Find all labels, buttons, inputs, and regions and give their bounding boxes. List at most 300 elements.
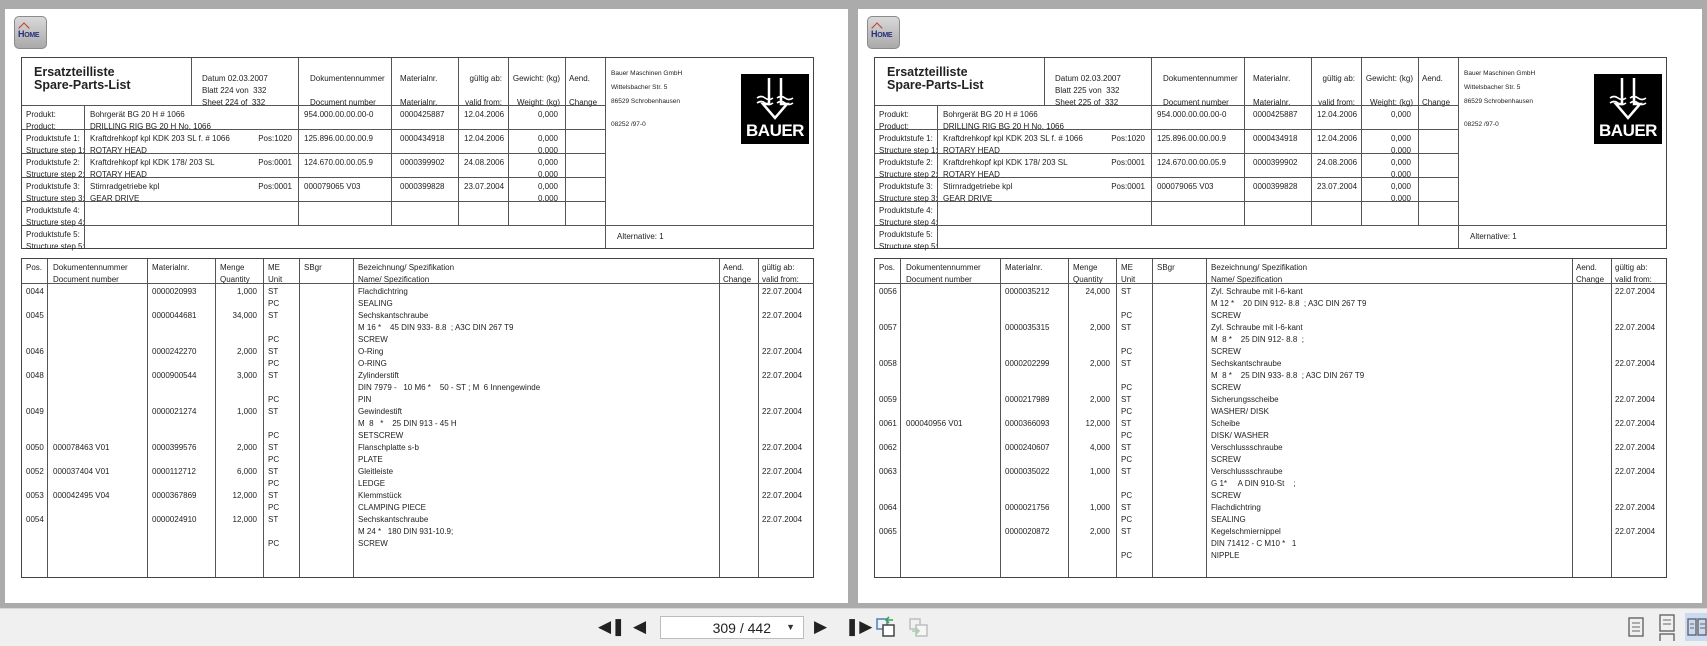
header-mat-label-en: Materialnr. — [1253, 98, 1291, 107]
item-valid-from: 22.07.2004 — [762, 467, 803, 476]
column-header-name-de: Bezeichnung/ Spezifikation — [1211, 263, 1308, 272]
structure-description-en: DRILLING RIG BG 20 H No. 1066 — [943, 122, 1064, 131]
header-change-label-de: Aend. — [1422, 74, 1443, 83]
structure-description-en: ROTARY HEAD — [943, 170, 1000, 179]
header-valid-label-de: gültig ab: — [1322, 74, 1355, 83]
item-description: DIN 71412 - C M10 * 1 — [1211, 539, 1297, 548]
item-description: DISK/ WASHER — [1211, 431, 1269, 440]
company-city: 86529 Schrobenhausen — [1464, 98, 1534, 105]
structure-weight: 0,000 — [537, 170, 558, 179]
previous-page-button[interactable] — [633, 617, 646, 637]
item-position: 0056 — [879, 287, 897, 296]
item-description: Gleitleiste — [358, 467, 394, 476]
structure-description-en: ROTARY HEAD — [90, 170, 147, 179]
item-valid-from: 22.07.2004 — [1615, 419, 1656, 428]
structure-weight: 0,000 — [1390, 110, 1411, 119]
item-document-number: 000040956 V01 — [906, 419, 963, 428]
item-position: 0044 — [26, 287, 44, 296]
column-header-doc-de: Dokumentennummer — [906, 263, 981, 272]
header-weight-label-en: Weight: (kg) — [1370, 98, 1413, 107]
two-page-view-button[interactable] — [1685, 613, 1707, 641]
item-description: M 12 * 20 DIN 912- 8.8 ; A3C DIN 267 T9 — [1211, 299, 1367, 308]
item-quantity: 1,000 — [1089, 467, 1110, 476]
structure-material-number: 0000399828 — [1253, 182, 1298, 191]
structure-description-de: Kraftdrehkopf kpl KDK 178/ 203 SL — [943, 158, 1068, 167]
item-description: Sicherungsscheibe — [1211, 395, 1279, 404]
column-header-unit-de: ME — [268, 263, 280, 272]
home-button[interactable] — [867, 16, 900, 49]
header-block — [21, 57, 814, 249]
item-description: Gewindestift — [358, 407, 403, 416]
structure-label-de: Produktstufe 1: — [879, 134, 933, 143]
item-description: Sechskantschraube — [1211, 359, 1282, 368]
item-unit: PC — [268, 539, 280, 548]
item-quantity: 1,000 — [236, 287, 257, 296]
item-position: 0054 — [26, 515, 44, 524]
item-unit: ST — [268, 287, 279, 296]
home-label-rest: OME — [24, 32, 40, 39]
item-description: O-RING — [358, 359, 387, 368]
item-material-number: 0000035315 — [1005, 323, 1050, 332]
sheet-number-en: Sheet 224 of 332 — [202, 98, 266, 107]
column-header-valid-en: valid from: — [1615, 275, 1652, 284]
column-header-qty-en: Quantity — [1073, 275, 1103, 284]
item-description: SCREW — [1211, 455, 1241, 464]
company-city: 86529 Schrobenhausen — [611, 98, 681, 105]
item-valid-from: 22.07.2004 — [1615, 503, 1656, 512]
structure-description-de: Bohrgerät BG 20 H # 1066 — [90, 110, 185, 119]
item-position: 0052 — [26, 467, 44, 476]
item-position: 0045 — [26, 311, 44, 320]
column-header-qty-en: Quantity — [220, 275, 250, 284]
structure-description-en: ROTARY HEAD — [90, 146, 147, 155]
item-unit: PC — [268, 431, 280, 440]
structure-weight: 0,000 — [1390, 158, 1411, 167]
previous-view-button[interactable] — [876, 616, 896, 638]
item-quantity: 12,000 — [1085, 419, 1110, 428]
header-change-label-en: Change — [1422, 98, 1451, 107]
item-quantity: 2,000 — [1089, 323, 1110, 332]
divider — [1044, 58, 1045, 105]
structure-weight: 0,000 — [1390, 170, 1411, 179]
structure-label-en: Structure step 3: — [879, 194, 938, 203]
item-unit: PC — [1121, 491, 1133, 500]
item-unit: ST — [268, 443, 279, 452]
item-unit: PC — [1121, 515, 1133, 524]
item-unit: ST — [1121, 395, 1132, 404]
item-description: Verschlussschraube — [1211, 443, 1283, 452]
item-description: SCREW — [1211, 311, 1241, 320]
item-description: M 24 * 180 DIN 931-10.9; — [358, 527, 454, 536]
item-description: CLAMPING PIECE — [358, 503, 427, 512]
item-description: DIN 7979 - 10 M6 * 50 - ST ; M 6 Innengewinde — [358, 383, 541, 392]
item-unit: ST — [268, 311, 279, 320]
structure-valid-from: 24.08.2006 — [464, 158, 505, 167]
logo-wordmark: BAUER — [746, 121, 804, 140]
first-page-icon: ◀❚ — [598, 617, 626, 636]
item-description: NIPPLE — [1211, 551, 1240, 560]
structure-valid-from: 23.07.2004 — [464, 182, 505, 191]
item-material-number: 0000112712 — [152, 467, 196, 476]
item-description: SETSCREW — [358, 431, 404, 440]
item-position: 0053 — [26, 491, 44, 500]
continuous-view-icon — [1654, 613, 1680, 641]
header-weight-label-de: Gewicht: (kg) — [1365, 74, 1413, 83]
divider — [875, 129, 1458, 130]
structure-document-number: 125.896.00.00.00.9 — [304, 134, 373, 143]
item-quantity: 12,000 — [232, 491, 257, 500]
item-unit: PC — [268, 395, 280, 404]
structure-position: Pos:1020 — [1111, 134, 1145, 143]
item-unit: PC — [1121, 407, 1133, 416]
item-quantity: 2,000 — [1089, 359, 1110, 368]
item-unit: PC — [268, 479, 280, 488]
item-material-number: 0000399576 — [152, 443, 197, 452]
header-valid-label-de: gültig ab: — [469, 74, 502, 83]
item-description: SCREW — [358, 335, 388, 344]
item-valid-from: 22.07.2004 — [762, 491, 803, 500]
sheet-number-de: Blatt 225 von 332 — [1055, 86, 1120, 95]
item-description: O-Ring — [358, 347, 384, 356]
column-header-change-de: Aend. — [723, 263, 744, 272]
column-header-valid-en: valid from: — [762, 275, 799, 284]
next-view-icon — [909, 616, 929, 638]
divider — [22, 105, 605, 106]
home-label-initial: H — [18, 29, 25, 39]
structure-weight: 0,000 — [1390, 134, 1411, 143]
divider — [458, 58, 459, 225]
item-description: G 1* A DIN 910-St ; — [1211, 479, 1296, 488]
divider — [1151, 58, 1152, 225]
single-page-view-button[interactable] — [1623, 613, 1649, 641]
previous-page-icon: ◀ — [633, 617, 647, 636]
column-header-pos: Pos. — [26, 263, 43, 272]
item-unit: PC — [268, 455, 280, 464]
header-doc-label-de: Dokumentennummer — [310, 74, 385, 83]
company-phone: 08252 /97-0 — [611, 121, 646, 128]
structure-label-de: Produktstufe 5: — [879, 230, 933, 239]
column-header-change-en: Change — [723, 275, 752, 284]
divider — [1458, 58, 1459, 248]
item-valid-from: 22.07.2004 — [1615, 395, 1656, 404]
continuous-view-button[interactable] — [1654, 613, 1680, 641]
header-doc-label-de: Dokumentennummer — [1163, 74, 1238, 83]
structure-label-en: Structure step 5: — [879, 242, 938, 251]
item-unit: PC — [268, 359, 280, 368]
item-description: Flanschplatte s-b — [358, 443, 419, 452]
two-page-view-icon — [1685, 613, 1707, 641]
column-header-change-en: Change — [1576, 275, 1605, 284]
divider — [875, 177, 1458, 178]
item-material-number: 0000366093 — [1005, 419, 1050, 428]
item-material-number: 0000035212 — [1005, 287, 1050, 296]
item-description: M 16 * 45 DIN 933- 8.8 ; A3C DIN 267 T9 — [358, 323, 514, 332]
column-header-unit-de: ME — [1121, 263, 1133, 272]
alternative-label: Alternative: 1 — [1470, 232, 1517, 241]
structure-description-en: ROTARY HEAD — [943, 146, 1000, 155]
item-position: 0061 — [879, 419, 897, 428]
item-valid-from: 22.07.2004 — [762, 347, 803, 356]
item-quantity: 12,000 — [232, 515, 257, 524]
item-position: 0064 — [879, 503, 897, 512]
divider — [875, 105, 1458, 106]
item-quantity: 2,000 — [1089, 527, 1110, 536]
structure-material-number: 0000434918 — [400, 134, 445, 143]
logo-arrow-icon — [1608, 78, 1648, 120]
structure-document-number: 000079065 V03 — [1157, 182, 1214, 191]
column-header-name-en: Name/ Spezification — [358, 275, 430, 284]
structure-weight: 0,000 — [1390, 146, 1411, 155]
item-valid-from: 22.07.2004 — [1615, 287, 1656, 296]
divider — [1244, 58, 1245, 225]
item-quantity: 2,000 — [1089, 395, 1110, 404]
structure-label-en: Structure step 4: — [26, 218, 85, 227]
divider — [22, 153, 605, 154]
structure-label-de: Produktstufe 3: — [26, 182, 80, 191]
divider — [565, 58, 566, 225]
structure-material-number: 0000399902 — [400, 158, 445, 167]
column-header-doc-en: Document number — [53, 275, 119, 284]
header-block — [874, 57, 1667, 249]
company-street: Wittelsbacher Str. 5 — [611, 84, 668, 91]
item-description: M 8 * 25 DIN 933- 8.8 ; A3C DIN 267 T9 — [1211, 371, 1365, 380]
header-doc-label-en: Document number — [310, 98, 376, 107]
table-row[interactable] — [875, 418, 1665, 442]
item-description: M 8 * 25 DIN 913 - 45 H — [358, 419, 457, 428]
structure-material-number: 0000399902 — [1253, 158, 1298, 167]
last-page-icon: ❚▶ — [845, 617, 873, 636]
item-description: Scheibe — [1211, 419, 1240, 428]
structure-valid-from: 12.04.2006 — [464, 110, 505, 119]
column-header-sbgr: SBgr — [1157, 263, 1175, 272]
column-header-material: Materialnr. — [152, 263, 190, 272]
item-position: 0046 — [26, 347, 44, 356]
item-unit: PC — [1121, 551, 1133, 560]
structure-material-number: 0000425887 — [400, 110, 445, 119]
column-header-change-de: Aend. — [1576, 263, 1597, 272]
page-number-input[interactable] — [660, 616, 804, 639]
single-page-view-icon — [1623, 613, 1649, 641]
structure-label-en: Structure step 1: — [879, 146, 938, 155]
item-unit: ST — [1121, 419, 1132, 428]
item-valid-from: 22.07.2004 — [1615, 359, 1656, 368]
column-header-sbgr: SBgr — [304, 263, 322, 272]
document-page — [858, 9, 1702, 603]
divider — [875, 201, 1458, 202]
divider — [22, 129, 605, 130]
last-page-button[interactable] — [845, 617, 872, 637]
company-name: Bauer Maschinen GmbH — [1464, 70, 1536, 77]
item-unit: PC — [268, 335, 280, 344]
item-position: 0059 — [879, 395, 897, 404]
item-description: Kegelschmiernippel — [1211, 527, 1281, 536]
divider — [1311, 58, 1312, 225]
item-description: Verschlussschraube — [1211, 467, 1283, 476]
item-document-number: 000037404 V01 — [53, 467, 110, 476]
structure-description-de: Kraftdrehkopf kpl KDK 203 SL f. # 1066 — [943, 134, 1083, 143]
divider — [605, 58, 606, 248]
structure-description-en: GEAR DRIVE — [90, 194, 140, 203]
item-valid-from: 22.07.2004 — [762, 311, 803, 320]
item-material-number: 0000217989 — [1005, 395, 1050, 404]
structure-valid-from: 12.04.2006 — [464, 134, 505, 143]
home-button[interactable] — [14, 16, 47, 49]
item-description: Sechskantschraube — [358, 311, 429, 320]
item-description: PIN — [358, 395, 372, 404]
company-street: Wittelsbacher Str. 5 — [1464, 84, 1521, 91]
column-header-qty-de: Menge — [1073, 263, 1098, 272]
home-label — [18, 29, 39, 39]
structure-document-number: 000079065 V03 — [304, 182, 361, 191]
divider — [22, 177, 605, 178]
item-quantity: 34,000 — [232, 311, 257, 320]
header-weight-label-en: Weight: (kg) — [517, 98, 560, 107]
structure-label-de: Produktstufe 4: — [879, 206, 933, 215]
page-indicator: 309 / 442 — [712, 620, 771, 636]
divider — [508, 58, 509, 225]
header-weight-label-de: Gewicht: (kg) — [512, 74, 560, 83]
item-material-number: 0000020993 — [152, 287, 197, 296]
next-view-button[interactable] — [909, 616, 929, 638]
divider — [875, 153, 1458, 154]
structure-label-de: Produktstufe 2: — [26, 158, 80, 167]
next-page-button[interactable] — [814, 617, 827, 637]
header-change-label-en: Change — [569, 98, 598, 107]
structure-document-number: 125.896.00.00.00.9 — [1157, 134, 1226, 143]
item-valid-from: 22.07.2004 — [762, 407, 803, 416]
header-change-label-de: Aend. — [569, 74, 590, 83]
item-description: Zylinderstift — [358, 371, 399, 380]
structure-description-de: Kraftdrehkopf kpl KDK 203 SL f. # 1066 — [90, 134, 230, 143]
divider — [391, 58, 392, 225]
structure-label-de: Produkt: — [26, 110, 56, 119]
item-valid-from: 22.07.2004 — [762, 287, 803, 296]
document-date: Datum 02.03.2007 — [1055, 74, 1121, 83]
structure-valid-from: 23.07.2004 — [1317, 182, 1358, 191]
document-date: Datum 02.03.2007 — [202, 74, 268, 83]
structure-weight: 0,000 — [1390, 194, 1411, 203]
header-mat-label-en: Materialnr. — [400, 98, 438, 107]
structure-weight: 0,000 — [537, 146, 558, 155]
header-mat-label-de: Materialnr. — [1253, 74, 1291, 83]
column-header-valid-de: gültig ab: — [1615, 263, 1648, 272]
item-valid-from: 22.07.2004 — [762, 515, 803, 524]
item-unit: ST — [268, 347, 279, 356]
column-header-name-de: Bezeichnung/ Spezifikation — [358, 263, 455, 272]
item-material-number: 0000367869 — [152, 491, 197, 500]
item-unit: ST — [1121, 467, 1132, 476]
item-quantity: 2,000 — [236, 347, 257, 356]
structure-label-en: Structure step 2: — [26, 170, 85, 179]
structure-material-number: 0000399828 — [400, 182, 445, 191]
item-position: 0063 — [879, 467, 897, 476]
item-description: Zyl. Schraube mit I-6-kant — [1211, 323, 1303, 332]
structure-document-number: 124.670.00.00.05.9 — [1157, 158, 1226, 167]
structure-description-en: DRILLING RIG BG 20 H No. 1066 — [90, 122, 211, 131]
column-header-pos: Pos. — [879, 263, 896, 272]
table-row[interactable] — [875, 502, 1665, 526]
logo-wordmark: BAUER — [1599, 121, 1657, 140]
chevron-down-icon[interactable]: ▼ — [786, 622, 795, 632]
item-unit: ST — [1121, 527, 1132, 536]
item-description: SCREW — [1211, 491, 1241, 500]
item-unit: ST — [268, 515, 279, 524]
column-header-unit-en: Unit — [268, 275, 283, 284]
item-description: SCREW — [1211, 347, 1241, 356]
document-title-de: Ersatzteilliste — [887, 65, 968, 79]
item-quantity: 3,000 — [236, 371, 257, 380]
item-quantity: 6,000 — [236, 467, 257, 476]
item-material-number: 0000024910 — [152, 515, 197, 524]
item-unit: PC — [1121, 311, 1133, 320]
structure-document-number: 124.670.00.00.05.9 — [304, 158, 373, 167]
column-header-qty-de: Menge — [220, 263, 245, 272]
item-description: Zyl. Schraube mit I-6-kant — [1211, 287, 1303, 296]
bauer-logo — [1594, 74, 1662, 144]
structure-valid-from: 12.04.2006 — [1317, 110, 1358, 119]
item-description: WASHER/ DISK — [1211, 407, 1269, 416]
item-quantity: 1,000 — [236, 407, 257, 416]
item-material-number: 0000242270 — [152, 347, 197, 356]
item-material-number: 0000021274 — [152, 407, 197, 416]
structure-label-en: Product: — [879, 122, 909, 131]
item-unit: PC — [268, 503, 280, 512]
item-description: SEALING — [358, 299, 393, 308]
structure-label-en: Structure step 5: — [26, 242, 85, 251]
structure-description-de: Bohrgerät BG 20 H # 1066 — [943, 110, 1038, 119]
item-document-number: 000042495 V04 — [53, 491, 110, 500]
item-position: 0062 — [879, 443, 897, 452]
item-unit: PC — [1121, 383, 1133, 392]
table-row[interactable] — [22, 466, 812, 490]
home-label-rest: OME — [877, 32, 893, 39]
column-header-valid-de: gültig ab: — [762, 263, 795, 272]
column-header-unit-en: Unit — [1121, 275, 1136, 284]
item-valid-from: 22.07.2004 — [1615, 467, 1656, 476]
structure-position: Pos:1020 — [258, 134, 292, 143]
table-row[interactable] — [22, 346, 812, 370]
divider — [191, 58, 192, 105]
company-name: Bauer Maschinen GmbH — [611, 70, 683, 77]
first-page-button[interactable] — [598, 617, 625, 637]
structure-label-de: Produkt: — [879, 110, 909, 119]
structure-document-number: 954.000.00.00.00-0 — [304, 110, 374, 119]
item-valid-from: 22.07.2004 — [1615, 527, 1656, 536]
company-phone: 08252 /97-0 — [1464, 121, 1499, 128]
column-header-name-en: Name/ Spezification — [1211, 275, 1283, 284]
structure-valid-from: 12.04.2006 — [1317, 134, 1358, 143]
structure-description-de: Kraftdrehkopf kpl KDK 178/ 203 SL — [90, 158, 215, 167]
column-header-doc-en: Document number — [906, 275, 972, 284]
item-unit: ST — [1121, 443, 1132, 452]
item-valid-from: 22.07.2004 — [1615, 443, 1656, 452]
item-material-number: 0000900544 — [152, 371, 197, 380]
item-description: SEALING — [1211, 515, 1246, 524]
item-description: SCREW — [1211, 383, 1241, 392]
item-quantity: 2,000 — [236, 443, 257, 452]
structure-description-en: GEAR DRIVE — [943, 194, 993, 203]
structure-position: Pos:0001 — [258, 182, 292, 191]
structure-position: Pos:0001 — [1111, 182, 1145, 191]
item-description: LEDGE — [358, 479, 386, 488]
structure-weight: 0,000 — [1390, 182, 1411, 191]
bauer-logo — [741, 74, 809, 144]
item-position: 0049 — [26, 407, 44, 416]
structure-label-en: Product: — [26, 122, 56, 131]
table-row[interactable] — [22, 286, 812, 310]
parts-table — [874, 258, 1667, 578]
divider — [22, 201, 605, 202]
